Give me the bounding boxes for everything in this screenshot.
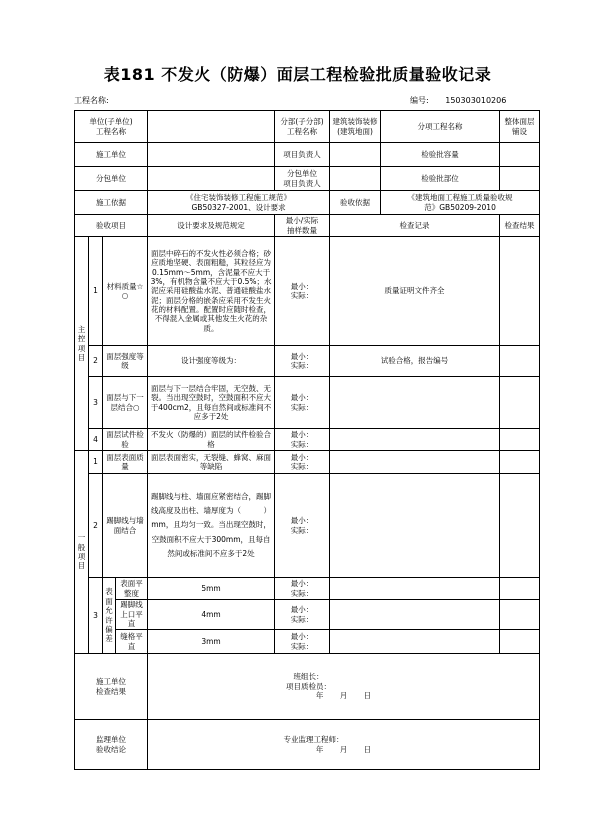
item-requirement: 不发火（防爆的）面层的试件检验合格 xyxy=(148,429,275,451)
record-cell[interactable] xyxy=(330,451,500,474)
result-cell[interactable] xyxy=(500,429,540,451)
item-number: 3 xyxy=(89,578,103,654)
subitem-name-value: 整体面层铺设 xyxy=(500,111,540,143)
contractor-check-label: 施工单位 检查结果 xyxy=(75,654,148,720)
table-row xyxy=(75,630,540,654)
inspector-label: 项目质检员： xyxy=(286,681,332,691)
item-number: 3 xyxy=(89,377,103,429)
supervisor-check-row xyxy=(75,720,540,770)
sampling-cell[interactable]: 最小： 实际： xyxy=(275,451,330,474)
item-number: 2 xyxy=(89,346,103,377)
item-name: 面层与下一 层结合○ xyxy=(103,377,148,429)
record-cell[interactable] xyxy=(330,474,500,578)
number-value: 150303010206 xyxy=(445,96,507,105)
col-result-header: 检查结果 xyxy=(500,215,540,237)
subunit-name-value: 建筑装饰装修 (建筑地面) xyxy=(330,111,381,143)
contractor-check-row xyxy=(75,654,540,720)
table-row xyxy=(75,377,540,429)
subitem-name-label: 分项工程名称 xyxy=(381,111,500,143)
subunit-name-label: 分部(子分部) 工程名称 xyxy=(275,111,330,143)
tolerance-value: 4mm xyxy=(148,600,275,630)
col-item-header: 验收项目 xyxy=(75,215,148,237)
table-row xyxy=(75,346,540,377)
item-number: 1 xyxy=(89,451,103,474)
item-requirement: 设计强度等级为： xyxy=(148,346,275,377)
contractor-value[interactable] xyxy=(148,143,275,167)
acceptance-basis-value: 《建筑地面工程施工质量验收规 范》GB50209-2010 xyxy=(381,191,540,215)
item-requirement: 踢脚线与柱、墙面应紧密结合，踢脚线高度及出柱、墙厚度为（ ）mm，且均匀一致。当出现空鼓时，空鼓面积不应大于300mm，且每自然间或标准间不应多于2处 xyxy=(148,474,275,578)
batch-location-label: 检验批部位 xyxy=(381,167,500,191)
sampling-cell[interactable]: 最小： 实际： xyxy=(275,578,330,600)
item-number: 4 xyxy=(89,429,103,451)
pm-label: 项目负责人 xyxy=(275,143,330,167)
batch-location-value[interactable] xyxy=(500,167,540,191)
item-number: 2 xyxy=(89,474,103,578)
record-cell[interactable] xyxy=(330,600,500,630)
contractor-check-date: 年 月 日 xyxy=(315,691,372,701)
contractor-label: 施工单位 xyxy=(75,143,148,167)
item-requirement: 面层与下一层结合牢固，无空鼓、无裂。当出现空鼓时，空鼓面积不应大于400cm2，且每自然间或标准间不应多于2处 xyxy=(148,377,275,429)
record-cell[interactable]: 试验合格，报告编号 xyxy=(330,346,500,377)
supervisor-check-area[interactable] xyxy=(148,720,540,770)
result-cell[interactable] xyxy=(500,451,540,474)
table-row xyxy=(75,451,540,474)
acceptance-basis-label: 验收依据 xyxy=(330,191,381,215)
item-requirement: 面层表面密实，无裂缝、蜂窝、麻面等缺陷 xyxy=(148,451,275,474)
result-cell[interactable] xyxy=(500,600,540,630)
team-leader-label: 班组长： xyxy=(293,672,324,682)
sampling-cell[interactable]: 最小： 实际： xyxy=(275,377,330,429)
record-cell[interactable] xyxy=(330,429,500,451)
tolerance-item-name: 表面平 整度 xyxy=(116,578,148,600)
result-cell[interactable] xyxy=(500,377,540,429)
basis-value: 《住宅装饰装修工程施工规范》 GB50327-2001、设计要求 xyxy=(148,191,330,215)
batch-capacity-label: 检验批容量 xyxy=(381,143,500,167)
basis-label: 施工依据 xyxy=(75,191,148,215)
general-items-group-label: 一 般 项 目 xyxy=(75,451,89,654)
tolerance-item-name: 缝格平 直 xyxy=(116,630,148,654)
batch-capacity-value[interactable] xyxy=(500,143,540,167)
item-number: 1 xyxy=(89,237,103,346)
number-field xyxy=(410,95,506,106)
tolerance-value: 3mm xyxy=(148,630,275,654)
engineer-label: 专业监理工程师： xyxy=(283,735,344,745)
record-cell[interactable]: 质量证明文件齐全 xyxy=(330,237,500,346)
tolerance-item-name: 踢脚线 上口平 直 xyxy=(116,600,148,630)
col-sampling-header: 最小/实际 抽样数量 xyxy=(275,215,330,237)
sub-pm-value[interactable] xyxy=(330,167,381,191)
sampling-cell[interactable]: 最小： 实际： xyxy=(275,346,330,377)
unit-name-label: 单位(子单位) 工程名称 xyxy=(75,111,148,143)
record-cell[interactable] xyxy=(330,578,500,600)
col-record-header: 检查记录 xyxy=(330,215,500,237)
item-requirement: 面层中碎石的不发火性必须合格；砂应质地坚硬、表面粗糙，其粒径应为0.15mm～5mm，含泥量不应大于3%，有机物含量不应大于0.5%；水泥应采用硅酸盐水泥、普通硅酸盐水泥；面层分格的嵌条应采用不发生火花的材料配置。配置时应随时检查，不得混入金属或其他发生火花的杂质。 xyxy=(148,237,275,346)
contractor-check-area[interactable] xyxy=(148,654,540,720)
result-cell[interactable] xyxy=(500,630,540,654)
col-requirement-header: 设计要求及规范规定 xyxy=(148,215,275,237)
item-name: 面层表面质 量 xyxy=(103,451,148,474)
result-cell[interactable] xyxy=(500,474,540,578)
result-cell[interactable] xyxy=(500,578,540,600)
sampling-cell[interactable]: 最小： 实际： xyxy=(275,600,330,630)
sampling-cell[interactable]: 最小： 实际： xyxy=(275,474,330,578)
table-row xyxy=(75,237,540,346)
sampling-cell[interactable]: 最小： 实际： xyxy=(275,237,330,346)
sampling-cell[interactable]: 最小： 实际： xyxy=(275,429,330,451)
item-name: 面层试件检 验 xyxy=(103,429,148,451)
subcontractor-label: 分包单位 xyxy=(75,167,148,191)
supervisor-check-label: 监理单位 验收结论 xyxy=(75,720,148,770)
pm-value[interactable] xyxy=(330,143,381,167)
subcontractor-value[interactable] xyxy=(148,167,275,191)
number-label: 编号: xyxy=(410,96,429,105)
table-row xyxy=(75,578,540,600)
unit-name-value[interactable] xyxy=(148,111,275,143)
record-cell[interactable] xyxy=(330,377,500,429)
item-name: 踢脚线与墙 面结合 xyxy=(103,474,148,578)
table-row xyxy=(75,474,540,578)
page-title: 表181 不发火（防爆）面层工程检验批质量验收记录 xyxy=(103,65,492,84)
record-cell[interactable] xyxy=(330,630,500,654)
tolerance-group-label: 表 面 允 许 偏 差 xyxy=(103,578,116,654)
main-items-group-label: 主 控 项 目 xyxy=(75,237,89,451)
result-cell[interactable] xyxy=(500,237,540,346)
sampling-cell[interactable]: 最小： 实际： xyxy=(275,630,330,654)
project-name-label: 工程名称: xyxy=(74,96,109,105)
result-cell[interactable] xyxy=(500,346,540,377)
tolerance-value: 5mm xyxy=(148,578,275,600)
item-name: 材料质量☆ ○ xyxy=(103,237,148,346)
sub-pm-label: 分包单位 项目负责人 xyxy=(275,167,330,191)
acceptance-record-table xyxy=(74,110,540,770)
supervisor-check-date: 年 月 日 xyxy=(315,744,372,754)
table-row xyxy=(75,600,540,630)
table-row xyxy=(75,429,540,451)
item-name: 面层强度等 级 xyxy=(103,346,148,377)
